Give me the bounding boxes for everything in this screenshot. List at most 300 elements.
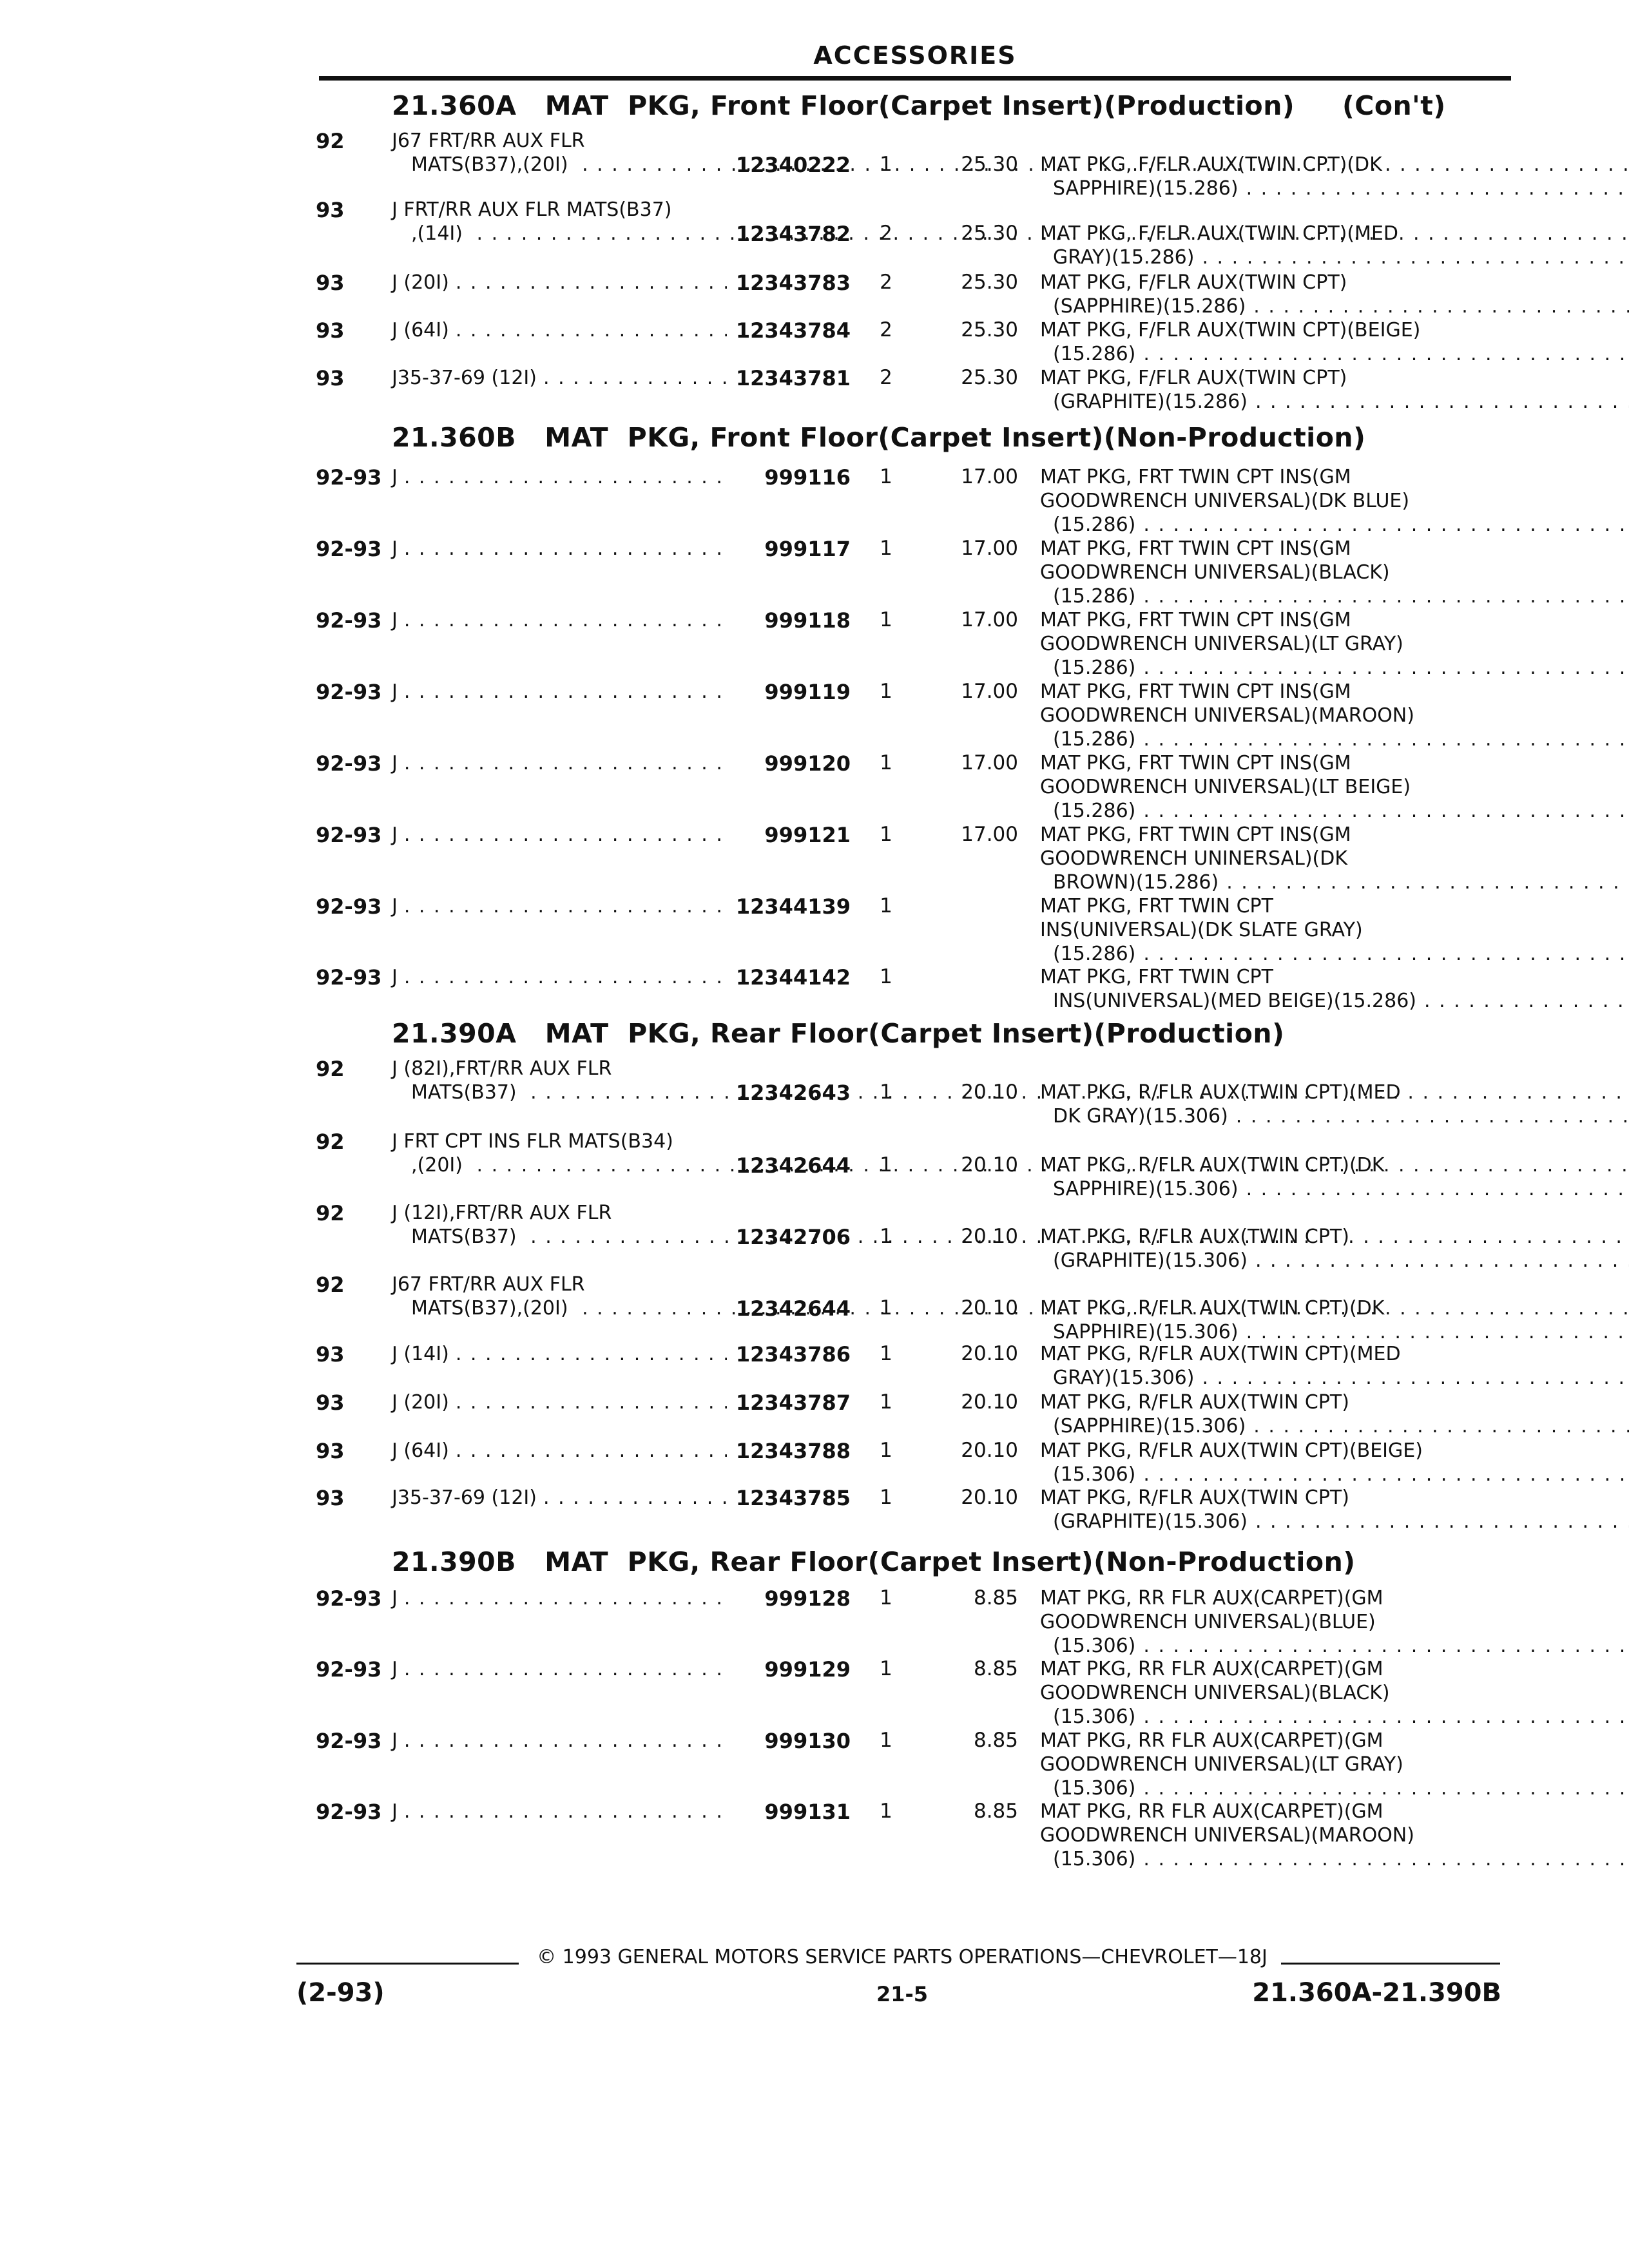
- part-name-last-line: [1040, 1177, 1491, 1201]
- part-name-reference: GRAY)(15.306): [1053, 1367, 1195, 1389]
- part-number: 12342644: [735, 1153, 851, 1178]
- usage-description: [392, 823, 727, 847]
- part-name-reference: SAPPHIRE)(15.306): [1053, 1178, 1239, 1200]
- usage-text: J35-37-69 (12I): [392, 1486, 537, 1509]
- usage-description: [392, 1273, 727, 1320]
- part-name-reference: (15.286): [1053, 943, 1136, 965]
- usage-line-1: J67 FRT/RR AUX FLR: [392, 130, 585, 152]
- dot-leader: [1143, 585, 1629, 608]
- price: 17.00: [961, 537, 1018, 560]
- usage-text: J: [392, 752, 398, 774]
- usage-description: [392, 1201, 727, 1249]
- usage-line-1: J67 FRT/RR AUX FLR: [392, 1273, 585, 1296]
- part-name-line-1: MAT PKG, RR FLR AUX(CARPET)(GM: [1040, 1800, 1383, 1823]
- dot-leader: [404, 1586, 727, 1610]
- dot-leader: [1255, 1510, 1629, 1533]
- part-name-last-line: [1040, 513, 1491, 537]
- usage-line-2: [392, 1296, 727, 1320]
- part-name-line-2: INS(UNIVERSAL)(DK SLATE GRAY): [1040, 919, 1363, 941]
- footer-rule-right: [1281, 1963, 1500, 1965]
- part-name-line-1: MAT PKG, FRT TWIN CPT INS(GM: [1040, 609, 1351, 631]
- model-year: 92-93: [316, 608, 382, 633]
- part-name-line-1: MAT PKG, R/FLR AUX(TWIN CPT)(DK: [1040, 1297, 1385, 1320]
- part-name: [1040, 680, 1491, 751]
- part-name-reference: (SAPPHIRE)(15.306): [1053, 1415, 1246, 1437]
- usage-text: J: [392, 1658, 398, 1680]
- part-name-line-1: MAT PKG, FRT TWIN CPT INS(GM: [1040, 823, 1351, 846]
- usage-line-2: [392, 537, 727, 561]
- footer-rule-left: [296, 1963, 519, 1965]
- dot-leader: [1143, 1463, 1629, 1486]
- dot-leader: [404, 1729, 727, 1753]
- part-number: 999130: [764, 1729, 851, 1753]
- part-number: 999116: [764, 465, 851, 490]
- part-name-reference: (15.306): [1053, 1848, 1136, 1870]
- part-number: 12343783: [735, 271, 851, 295]
- dot-leader: [456, 271, 727, 294]
- part-name-last-line: [1040, 1320, 1491, 1344]
- quantity: 1: [880, 1081, 892, 1104]
- price: 17.00: [961, 465, 1018, 488]
- quantity: 1: [880, 1390, 892, 1414]
- dot-leader: [1143, 1777, 1629, 1800]
- price: 20.10: [961, 1342, 1018, 1365]
- usage-line-2: [392, 1657, 727, 1681]
- part-number: 12343785: [735, 1486, 851, 1510]
- part-name-line-1: MAT PKG, FRT TWIN CPT INS(GM: [1040, 466, 1351, 488]
- footer-copyright: © 1993 GENERAL MOTORS SERVICE PARTS OPERATIONS—CHEVROLET—18J: [537, 1946, 1268, 1968]
- usage-text: J: [392, 537, 398, 560]
- usage-text: J: [392, 1729, 398, 1752]
- usage-text: J (14I): [392, 1343, 449, 1365]
- part-number: 12343788: [735, 1439, 851, 1463]
- model-year: 93: [316, 271, 345, 295]
- usage-line-2: [392, 1439, 727, 1463]
- part-name-last-line: [1040, 294, 1491, 318]
- price: 25.30: [961, 271, 1018, 294]
- dot-leader: [1226, 871, 1629, 894]
- part-name-line-1: MAT PKG, F/FLR AUX(TWIN CPT)(MED: [1040, 222, 1398, 245]
- usage-line-2: [392, 965, 727, 989]
- dot-leader: [1253, 295, 1629, 318]
- part-name-reference: GRAY)(15.286): [1053, 246, 1195, 269]
- quantity: 1: [880, 1225, 892, 1248]
- dot-leader: [456, 1390, 727, 1414]
- part-name-line-2: GOODWRENCH UNIVERSAL)(MAROON): [1040, 704, 1414, 727]
- part-name-reference: (15.286): [1053, 514, 1136, 536]
- part-name-last-line: [1040, 1705, 1491, 1729]
- dot-leader: [1236, 1105, 1629, 1128]
- part-name-reference: DK GRAY)(15.306): [1053, 1105, 1228, 1128]
- usage-text: J: [392, 1800, 398, 1823]
- dot-leader: [1202, 246, 1629, 269]
- usage-text: J (64I): [392, 319, 449, 341]
- dot-leader: [1424, 990, 1629, 1012]
- dot-leader: [404, 680, 727, 704]
- part-name-reference: (15.306): [1053, 1777, 1136, 1800]
- model-year: 93: [316, 1342, 345, 1367]
- quantity: 1: [880, 1342, 892, 1365]
- usage-description: [392, 271, 727, 294]
- usage-description: [392, 680, 727, 704]
- dot-leader: [404, 465, 727, 489]
- dot-leader: [1255, 390, 1629, 413]
- part-name-line-1: MAT PKG, R/FLR AUX(TWIN CPT): [1040, 1391, 1349, 1414]
- dot-leader: [1143, 343, 1629, 365]
- dot-leader: [404, 1800, 727, 1823]
- part-name-line-2: GOODWRENCH UNIVERSAL)(DK BLUE): [1040, 490, 1410, 512]
- usage-text: J: [392, 609, 398, 631]
- part-name-reference: (15.286): [1053, 343, 1136, 365]
- model-year: 92-93: [316, 1586, 382, 1611]
- model-year: 92-93: [316, 680, 382, 704]
- part-name-last-line: [1040, 1414, 1491, 1438]
- price: 8.85: [973, 1729, 1018, 1752]
- usage-line-2: [392, 894, 727, 918]
- dot-leader: [1143, 943, 1629, 965]
- dot-leader: [1143, 1635, 1629, 1657]
- usage-text: J (20I): [392, 271, 449, 294]
- usage-description: [392, 1342, 727, 1366]
- part-name-reference: BROWN)(15.286): [1053, 871, 1219, 894]
- footer-page-number: 21-5: [876, 1982, 929, 2006]
- part-name-last-line: [1040, 390, 1491, 414]
- part-name-last-line: [1040, 870, 1491, 894]
- model-year: 92: [316, 1057, 345, 1081]
- quantity: 1: [880, 1657, 892, 1680]
- part-number: 999128: [764, 1586, 851, 1611]
- price: 8.85: [973, 1657, 1018, 1680]
- usage-description: [392, 198, 727, 245]
- price: 17.00: [961, 608, 1018, 631]
- dot-leader: [1143, 1706, 1629, 1728]
- usage-text: J: [392, 895, 398, 918]
- part-name-line-1: MAT PKG, R/FLR AUX(TWIN CPT)(DK: [1040, 1154, 1385, 1177]
- part-name-last-line: [1040, 656, 1491, 680]
- dot-leader: [1143, 728, 1629, 751]
- model-year: 92-93: [316, 465, 382, 490]
- model-year: 92-93: [316, 751, 382, 776]
- quantity: 1: [880, 894, 892, 918]
- part-name-last-line: [1040, 1776, 1491, 1800]
- part-name-reference: (SAPPHIRE)(15.286): [1053, 295, 1246, 318]
- part-name-last-line: [1040, 245, 1491, 269]
- dot-leader: [1202, 1367, 1629, 1389]
- usage-text: MATS(B37),(20I): [411, 1297, 568, 1320]
- part-name-line-1: MAT PKG, R/FLR AUX(TWIN CPT)(MED: [1040, 1081, 1401, 1104]
- model-year: 93: [316, 1486, 345, 1510]
- usage-description: [392, 1390, 727, 1414]
- part-name-last-line: [1040, 1366, 1491, 1390]
- part-name-line-2: GOODWRENCH UNINERSAL)(DK: [1040, 847, 1348, 870]
- part-number: 12342644: [735, 1296, 851, 1321]
- usage-line-2: [392, 608, 727, 632]
- usage-description: [392, 129, 727, 177]
- part-name-last-line: [1040, 1847, 1491, 1871]
- part-name-line-1: MAT PKG, R/FLR AUX(TWIN CPT)(BEIGE): [1040, 1439, 1423, 1462]
- part-name: [1040, 1225, 1491, 1273]
- quantity: 1: [880, 1729, 892, 1752]
- model-year: 92: [316, 129, 345, 153]
- usage-text: J: [392, 466, 398, 488]
- dot-leader: [1255, 1249, 1629, 1272]
- price: 8.85: [973, 1800, 1018, 1823]
- usage-text: J: [392, 1587, 398, 1610]
- part-name: [1040, 608, 1491, 680]
- part-name-reference: (15.286): [1053, 728, 1136, 751]
- part-number: 12342643: [735, 1081, 851, 1105]
- quantity: 1: [880, 1486, 892, 1509]
- part-number: 999117: [764, 537, 851, 561]
- usage-description: [392, 1486, 727, 1510]
- quantity: 2: [880, 271, 892, 294]
- part-name-reference: INS(UNIVERSAL)(MED BEIGE)(15.286): [1053, 990, 1416, 1012]
- usage-description: [392, 608, 727, 632]
- quantity: 1: [880, 751, 892, 774]
- dot-leader: [404, 608, 727, 632]
- part-name-last-line: [1040, 177, 1491, 200]
- usage-description: [392, 537, 727, 561]
- header-rule: [319, 76, 1511, 81]
- dot-leader: [1143, 800, 1629, 822]
- dot-leader: [456, 318, 727, 342]
- model-year: 93: [316, 1439, 345, 1463]
- usage-line-1: J FRT CPT INS FLR MATS(B34): [392, 1130, 673, 1153]
- part-name: [1040, 318, 1491, 366]
- part-name-line-1: MAT PKG, FRT TWIN CPT INS(GM: [1040, 537, 1351, 560]
- part-name-last-line: [1040, 1510, 1491, 1533]
- usage-description: [392, 965, 727, 989]
- part-name: [1040, 1081, 1491, 1128]
- part-name-reference: (15.306): [1053, 1635, 1136, 1657]
- usage-line-2: [392, 680, 727, 704]
- price: 25.30: [961, 366, 1018, 389]
- page-header: ACCESSORIES: [813, 41, 1017, 70]
- quantity: 1: [880, 153, 892, 176]
- model-year: 93: [316, 318, 345, 343]
- part-name-line-1: MAT PKG, FRT TWIN CPT: [1040, 895, 1273, 918]
- price: 25.30: [961, 222, 1018, 245]
- part-name-reference: (15.306): [1053, 1706, 1136, 1728]
- quantity: 1: [880, 537, 892, 560]
- part-name: [1040, 153, 1491, 200]
- quantity: 1: [880, 1586, 892, 1610]
- model-year: 92-93: [316, 823, 382, 847]
- usage-line-2: [392, 153, 727, 177]
- part-name-last-line: [1040, 1249, 1491, 1273]
- dot-leader: [1143, 1848, 1629, 1870]
- usage-description: [392, 1800, 727, 1823]
- part-name-line-2: GOODWRENCH UNIVERSAL)(LT BEIGE): [1040, 776, 1411, 798]
- dot-leader: [404, 1657, 727, 1681]
- part-name: [1040, 894, 1491, 966]
- part-name-line-2: GOODWRENCH UNIVERSAL)(LT GRAY): [1040, 1753, 1403, 1776]
- part-name: [1040, 465, 1491, 537]
- part-name: [1040, 222, 1491, 269]
- part-name-line-2: GOODWRENCH UNIVERSAL)(BLACK): [1040, 1682, 1390, 1704]
- quantity: 1: [880, 823, 892, 846]
- quantity: 1: [880, 965, 892, 988]
- part-name: [1040, 965, 1491, 1013]
- part-name-reference: (GRAPHITE)(15.286): [1053, 390, 1248, 413]
- quantity: 1: [880, 1153, 892, 1177]
- part-name: [1040, 1800, 1491, 1871]
- part-name-line-1: MAT PKG, F/FLR AUX(TWIN CPT)(BEIGE): [1040, 319, 1421, 341]
- section-title: 21.360A MAT PKG, Front Floor(Carpet Insert)(Production) (Con't): [392, 90, 1446, 121]
- quantity: 1: [880, 1296, 892, 1320]
- part-name-last-line: [1040, 1634, 1491, 1658]
- part-name: [1040, 1390, 1491, 1438]
- section-title: 21.390A MAT PKG, Rear Floor(Carpet Insert)(Production): [392, 1018, 1285, 1049]
- usage-line-2: [392, 1390, 727, 1414]
- part-number: 999120: [764, 751, 851, 776]
- part-name: [1040, 537, 1491, 608]
- quantity: 2: [880, 222, 892, 245]
- part-number: 999131: [764, 1800, 851, 1824]
- usage-line-2: [392, 1153, 727, 1177]
- usage-line-2: [392, 1342, 727, 1366]
- usage-line-2: [392, 222, 727, 245]
- model-year: 93: [316, 198, 345, 222]
- part-number: 999121: [764, 823, 851, 847]
- model-year: 92-93: [316, 1800, 382, 1824]
- part-name-reference: (15.286): [1053, 657, 1136, 679]
- part-name-reference: (15.306): [1053, 1463, 1136, 1486]
- part-name-line-1: MAT PKG, F/FLR AUX(TWIN CPT)(DK: [1040, 153, 1382, 176]
- usage-line-1: J FRT/RR AUX FLR MATS(B37): [392, 198, 672, 221]
- part-name-reference: SAPPHIRE)(15.306): [1053, 1321, 1239, 1343]
- section-title: 21.390B MAT PKG, Rear Floor(Carpet Insert)(Non-Production): [392, 1546, 1356, 1577]
- part-number: 12344142: [735, 965, 851, 990]
- usage-description: [392, 1129, 727, 1177]
- part-name-line-1: MAT PKG, FRT TWIN CPT INS(GM: [1040, 752, 1351, 774]
- usage-text: MATS(B37): [411, 1081, 517, 1104]
- model-year: 92-93: [316, 894, 382, 919]
- part-name-reference: SAPPHIRE)(15.286): [1053, 177, 1239, 200]
- quantity: 2: [880, 366, 892, 389]
- price: 20.10: [961, 1390, 1018, 1414]
- usage-line-2: [392, 1225, 727, 1249]
- usage-text: MATS(B37): [411, 1225, 517, 1248]
- part-name-last-line: [1040, 989, 1491, 1013]
- part-name-last-line: [1040, 342, 1491, 366]
- footer-date-code: (2-93): [296, 1978, 385, 2008]
- part-name-reference: (GRAPHITE)(15.306): [1053, 1249, 1248, 1272]
- part-number: 12344139: [735, 894, 851, 919]
- usage-text: J: [392, 966, 398, 988]
- model-year: 93: [316, 366, 345, 390]
- part-name-line-1: MAT PKG, F/FLR AUX(TWIN CPT): [1040, 367, 1347, 389]
- dot-leader: [404, 751, 727, 775]
- usage-line-2: [392, 271, 727, 294]
- part-number: 12343787: [735, 1390, 851, 1415]
- usage-description: [392, 1439, 727, 1463]
- part-name-line-1: MAT PKG, RR FLR AUX(CARPET)(GM: [1040, 1587, 1383, 1610]
- usage-description: [392, 318, 727, 342]
- price: 8.85: [973, 1586, 1018, 1610]
- price: 20.10: [961, 1081, 1018, 1104]
- part-name-reference: (GRAPHITE)(15.306): [1053, 1510, 1248, 1533]
- dot-leader: [1246, 177, 1629, 200]
- dot-leader: [404, 537, 727, 561]
- usage-description: [392, 1657, 727, 1681]
- usage-description: [392, 894, 727, 918]
- part-name-line-1: MAT PKG, FRT TWIN CPT INS(GM: [1040, 680, 1351, 703]
- part-name-line-2: GOODWRENCH UNIVERSAL)(LT GRAY): [1040, 633, 1403, 655]
- usage-line-2: [392, 751, 727, 775]
- usage-line-1: J (12I),FRT/RR AUX FLR: [392, 1202, 612, 1224]
- usage-line-2: [392, 1800, 727, 1823]
- quantity: 1: [880, 680, 892, 703]
- quantity: 2: [880, 318, 892, 341]
- part-name: [1040, 1486, 1491, 1533]
- price: 20.10: [961, 1296, 1018, 1320]
- price: 20.10: [961, 1439, 1018, 1462]
- part-name: [1040, 1439, 1491, 1486]
- usage-text: MATS(B37),(20I): [411, 153, 568, 176]
- usage-text: J (20I): [392, 1391, 449, 1414]
- usage-text: J (64I): [392, 1439, 449, 1462]
- part-name-last-line: [1040, 942, 1491, 966]
- part-name: [1040, 751, 1491, 823]
- price: 17.00: [961, 823, 1018, 846]
- part-number: 999119: [764, 680, 851, 704]
- usage-description: [392, 751, 727, 775]
- quantity: 1: [880, 1800, 892, 1823]
- usage-line-2: [392, 465, 727, 489]
- price: 25.30: [961, 153, 1018, 176]
- usage-line-2: [392, 1586, 727, 1610]
- price: 20.10: [961, 1486, 1018, 1509]
- part-name-last-line: [1040, 584, 1491, 608]
- part-name-line-1: MAT PKG, R/FLR AUX(TWIN CPT): [1040, 1486, 1349, 1509]
- model-year: 93: [316, 1390, 345, 1415]
- section-title: 21.360B MAT PKG, Front Floor(Carpet Insert)(Non-Production): [392, 422, 1366, 453]
- part-number: 12340222: [735, 153, 851, 177]
- dot-leader: [1143, 657, 1629, 679]
- part-name-last-line: [1040, 1463, 1491, 1486]
- part-name-line-1: MAT PKG, RR FLR AUX(CARPET)(GM: [1040, 1658, 1383, 1680]
- part-number: 12342706: [735, 1225, 851, 1249]
- usage-text: J35-37-69 (12I): [392, 367, 537, 389]
- usage-text: J: [392, 823, 398, 846]
- footer-section-range: 21.360A-21.390B: [1252, 1978, 1501, 2008]
- dot-leader: [1246, 1178, 1629, 1200]
- price: 20.10: [961, 1153, 1018, 1177]
- usage-line-2: [392, 366, 727, 390]
- part-number: 999129: [764, 1657, 851, 1682]
- part-number: 12343784: [735, 318, 851, 343]
- part-name-line-1: MAT PKG, R/FLR AUX(TWIN CPT): [1040, 1225, 1349, 1248]
- usage-line-2: [392, 1081, 727, 1104]
- part-name-line-1: MAT PKG, FRT TWIN CPT: [1040, 966, 1273, 988]
- usage-text: ,(20I): [411, 1154, 463, 1177]
- usage-line-2: [392, 1486, 727, 1510]
- usage-line-2: [392, 1729, 727, 1753]
- part-name-reference: (15.286): [1053, 800, 1136, 822]
- part-number: 12343782: [735, 222, 851, 246]
- usage-description: [392, 1057, 727, 1104]
- price: 20.10: [961, 1225, 1018, 1248]
- part-name-line-2: GOODWRENCH UNIVERSAL)(MAROON): [1040, 1824, 1414, 1847]
- part-name-last-line: [1040, 1104, 1491, 1128]
- model-year: 92-93: [316, 1729, 382, 1753]
- part-name: [1040, 1153, 1491, 1201]
- usage-description: [392, 1586, 727, 1610]
- part-name: [1040, 1342, 1491, 1390]
- part-name: [1040, 366, 1491, 414]
- part-name-last-line: [1040, 727, 1491, 751]
